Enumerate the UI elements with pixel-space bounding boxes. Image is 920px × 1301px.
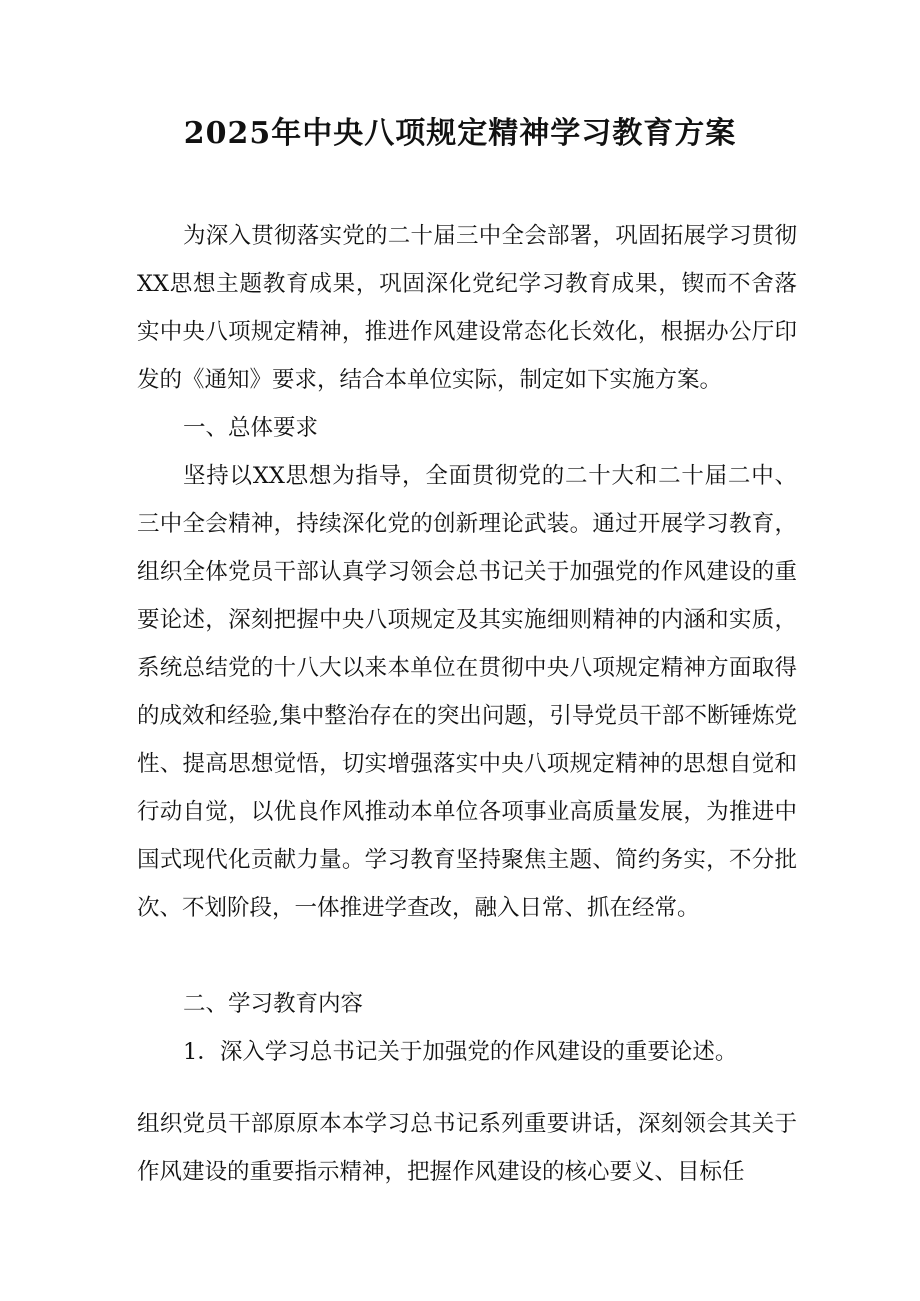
intro-paragraph: 为深入贯彻落实党的二十届三中全会部署，巩固拓展学习贯彻XX思想主题教育成果，巩固深化党纪学习教育成果，锲而不舍落实中央八项规定精神，推进作风建设常态化长效化，根据办公厅印发的《通知》要求，结合本单位实际，制定如下实施方案。: [137, 223, 797, 393]
section-heading-general-requirements: 一、总体要求: [183, 415, 319, 441]
section-heading-learning-content: 二、学习教育内容: [183, 991, 364, 1017]
content-item-1-paragraph: 组织党员干部原原本本学习总书记系列重要讲话，深刻领会其关于作风建设的重要指示精神，把握作风建设的核心要义、目标任: [137, 1111, 797, 1185]
document-title: 2025年中央八项规定精神学习教育方案: [183, 116, 737, 151]
content-item-1: 1．深入学习总书记关于加强党的作风建设的重要论述。: [183, 1039, 738, 1065]
general-requirements-paragraph: 坚持以XX思想为指导，全面贯彻党的二十大和二十届二中、三中全会精神，持续深化党的创新理论武装。通过开展学习教育，组织全体党员干部认真学习领会总书记关于加强党的作风建设的重要论述，深刻把握中央八项规定及其实施细则精神的内涵和实质，系统总结党的十八大以来本单位在贯彻中央八项规定精神方面取得的成效和经验,集中整治存在的突出问题，引导党员干部不断锤炼党性、提高思想觉悟，切实增强落实中央八项规定精神的思想自觉和行动自觉，以优良作风推动本单位各项事业高质量发展，为推进中国式现代化贡献力量。学习教育坚持聚焦主题、简约务实，不分批次、不划阶段，一体推进学查改，融入日常、抓在经常。: [137, 463, 797, 921]
